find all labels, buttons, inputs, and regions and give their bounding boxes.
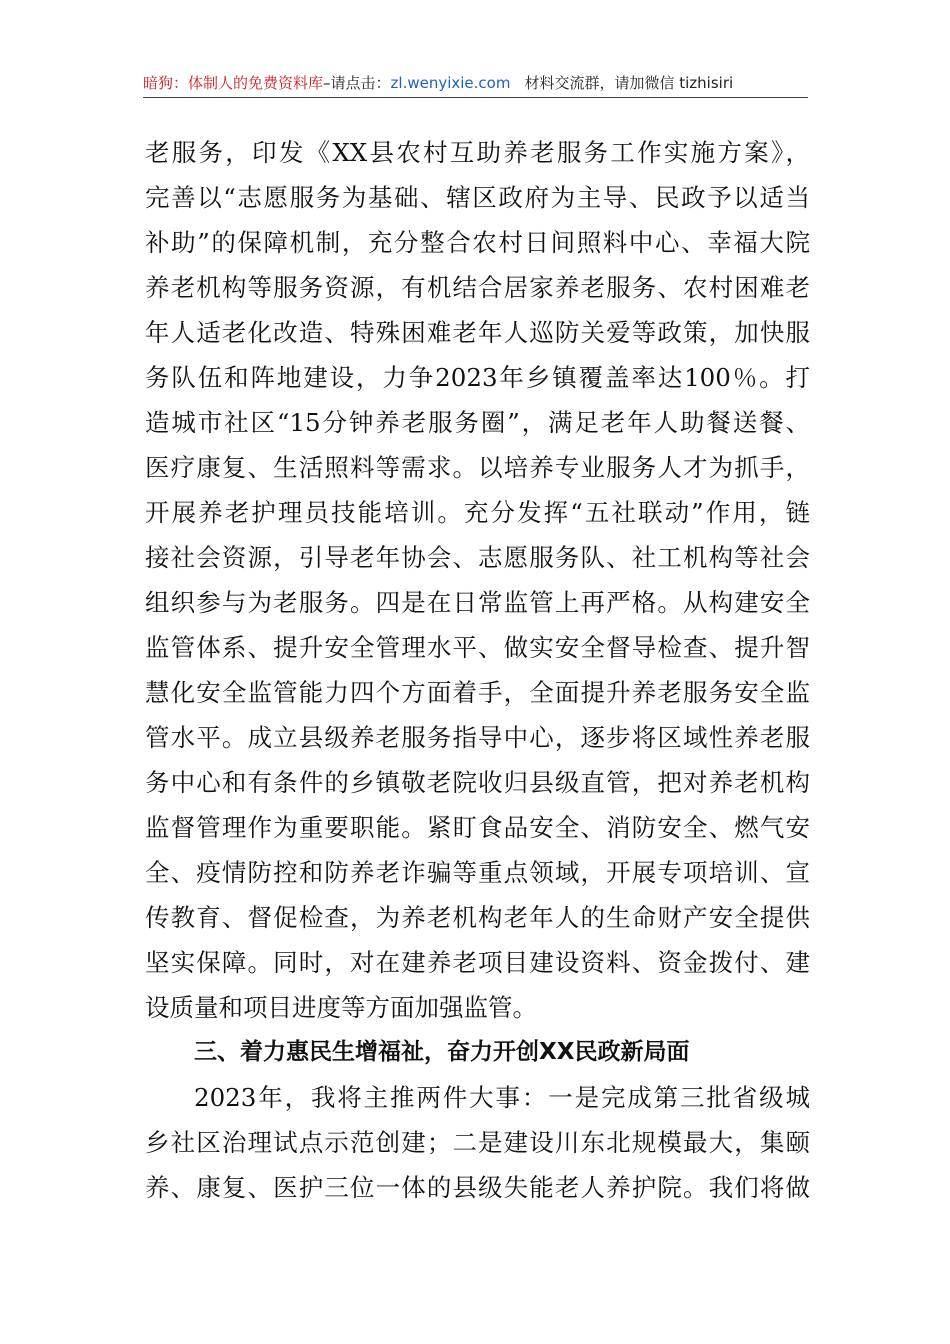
body-line: 医疗康复、生活照料等需求。以培养专业服务人才为抓手， [145, 453, 810, 482]
closing-line: 乡社区治理试点示范创建；二是建设川东北规模最大，集颐 [145, 1128, 810, 1157]
body-line: 务队伍和阵地建设，力争2023年乡镇覆盖率达100％。打 [145, 363, 810, 392]
body-line: 监督管理作为重要职能。紧盯食品安全、消防安全、燃气安 [145, 813, 810, 842]
closing-line: 养、康复、医护三位一体的县级失能老人养护院。我们将做 [145, 1173, 810, 1202]
page-header [143, 70, 808, 96]
body-line: 坚实保障。同时，对在建养老项目建设资料、资金拨付、建 [145, 948, 810, 977]
body-line: 造城市社区“15分钟养老服务圈”，满足老年人助餐送餐、 [145, 408, 810, 437]
closing-line: 2023年，我将主推两件大事：一是完成第三批省级城 [194, 1083, 810, 1112]
header-divider [143, 97, 808, 98]
body-line: 全、疫情防控和防养老诈骗等重点领域，开展专项培训、宣 [145, 858, 810, 887]
body-line: 务中心和有条件的乡镇敬老院收归县级直管，把对养老机构 [145, 768, 810, 797]
body-line: 完善以“志愿服务为基础、辖区政府为主导、民政予以适当 [145, 183, 810, 212]
body-line: 年人适老化改造、特殊困难老年人巡防关爱等政策，加快服 [145, 318, 810, 347]
header-click-prompt: –请点击： [323, 74, 391, 92]
header-brand: 暗狗：体制人的免费资料库 [143, 74, 324, 92]
header-link[interactable]: zl.wenyixie.com [390, 74, 511, 92]
body-line: 开展养老护理员技能培训。充分发挥“五社联动”作用，链 [145, 498, 810, 527]
header-wechat-note: 材料交流群，请加微信 tizhisiri [524, 74, 734, 92]
body-line: 设质量和项目进度等方面加强监管。 [145, 993, 537, 1022]
body-line: 老服务，印发《XX县农村互助养老服务工作实施方案》， [145, 138, 810, 167]
body-line: 养老机构等服务资源，有机结合居家养老服务、农村困难老 [145, 273, 810, 302]
body-line: 传教育、督促检查，为养老机构老年人的生命财产安全提供 [145, 903, 810, 932]
document-body [145, 130, 810, 1210]
body-line: 慧化安全监管能力四个方面着手，全面提升养老服务安全监 [145, 678, 810, 707]
body-line: 接社会资源，引导老年协会、志愿服务队、社工机构等社会 [145, 543, 810, 572]
body-line: 组织参与为老服务。四是在日常监管上再严格。从构建安全 [145, 588, 810, 617]
body-line: 监管体系、提升安全管理水平、做实安全督导检查、提升智 [145, 633, 810, 662]
section-heading: 三、着力惠民生增福祉，奋力开创XX民政新局面 [194, 1039, 690, 1065]
body-line: 补助”的保障机制，充分整合农村日间照料中心、幸福大院 [145, 228, 810, 257]
body-line: 管水平。成立县级养老服务指导中心，逐步将区域性养老服 [145, 723, 810, 752]
